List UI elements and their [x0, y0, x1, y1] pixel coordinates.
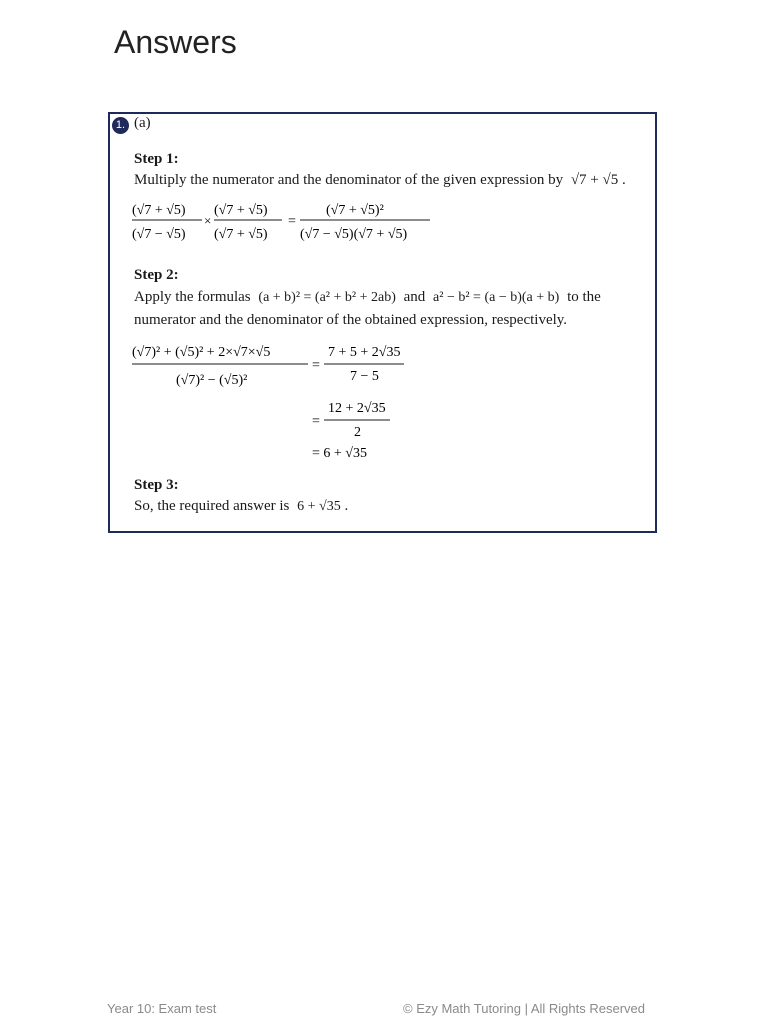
step-1-text [134, 172, 626, 189]
answer-box [108, 112, 657, 533]
step-2-text-b: to the [567, 289, 601, 305]
eq2-equals: = [312, 358, 320, 373]
step-3-heading: Step 3: [134, 477, 179, 493]
eq1-frac1-denominator: (√7 − √5) [132, 227, 186, 242]
eq2-lhs-denominator: (√7)² − (√5)² [176, 373, 248, 388]
step-2-heading: Step 2: [134, 267, 179, 283]
eq2-r1-denominator: 7 − 5 [350, 369, 379, 384]
step-2-formula-2: a² − b² = (a − b)(a + b) [433, 290, 560, 305]
eq2-r2-denominator: 2 [354, 425, 361, 440]
step-3-instruction: So, the required answer is [134, 498, 290, 514]
eq2-result: = 6 + √35 [312, 446, 367, 461]
step-1-end: . [622, 172, 626, 188]
eq1-frac1-numerator: (√7 + √5) [132, 203, 186, 218]
step-3-answer: 6 + √35 [297, 499, 341, 514]
question-part: (a) [134, 115, 151, 131]
eq2-equals-2: = [312, 414, 320, 429]
step-3-end: . [344, 498, 349, 514]
eq1-frac2-denominator: (√7 + √5) [214, 227, 268, 242]
step-2-text-and: and [403, 289, 426, 305]
eq1-frac2-numerator: (√7 + √5) [214, 203, 268, 218]
equation-1 [132, 194, 472, 250]
eq1-rhs-denominator: (√7 − √5)(√7 + √5) [300, 227, 408, 242]
step-2-formula-1: (a + b)² = (a² + b² + 2ab) [258, 290, 396, 305]
equation-2 [132, 336, 452, 466]
step-1-inline-expr: √7 + √5 [570, 172, 619, 188]
step-1-instruction: Multiply the numerator and the denominator of the given expression by [134, 172, 564, 188]
step-2-text-a: Apply the formulas [134, 289, 251, 305]
footer-right: © Ezy Math Tutoring | All Rights Reserved [403, 1001, 645, 1016]
step-2-line-1 [134, 289, 601, 306]
step-2-line-2: numerator and the denominator of the obtained expression, respectively. [134, 312, 568, 328]
eq1-times: × [204, 213, 212, 228]
step-3-text [134, 498, 348, 515]
eq1-equals: = [288, 214, 296, 229]
step-1-heading: Step 1: [134, 151, 179, 167]
page-title: Answers [114, 24, 237, 60]
eq1-rhs-numerator: (√7 + √5)² [326, 203, 384, 218]
eq2-lhs-numerator: (√7)² + (√5)² + 2×√7×√5 [132, 345, 271, 360]
eq2-r2-numerator: 12 + 2√35 [328, 401, 386, 416]
eq2-r1-numerator: 7 + 5 + 2√35 [328, 345, 401, 360]
question-number-badge: 1. [112, 117, 129, 134]
footer-left: Year 10: Exam test [107, 1001, 217, 1016]
